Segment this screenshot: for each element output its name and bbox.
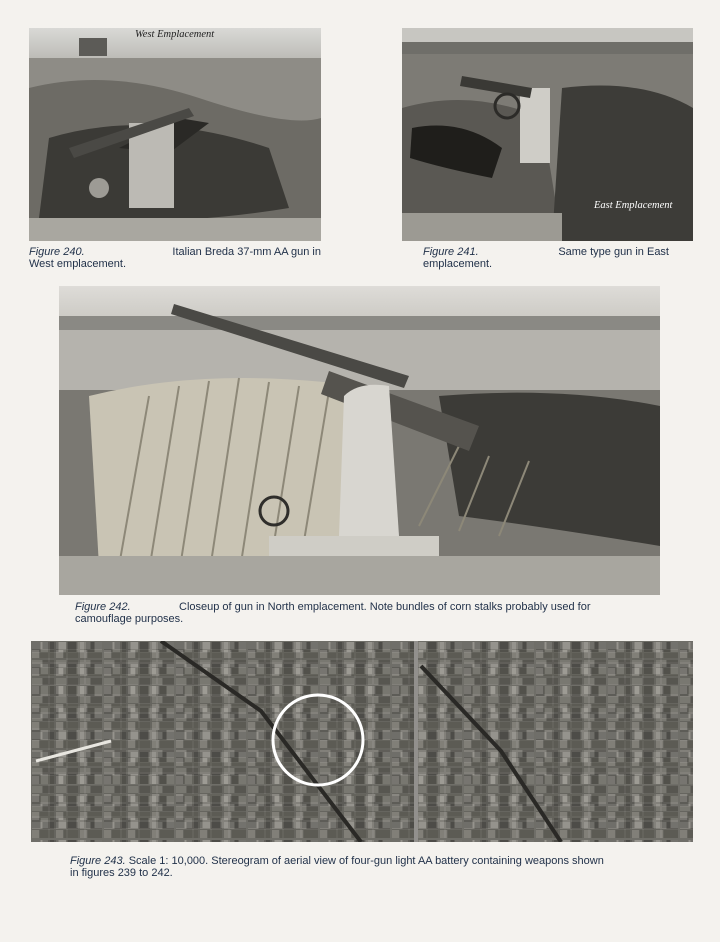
figure-241-caption [423,246,669,270]
figure-240-photo-label: West Emplacement [135,29,215,40]
figure-243-caption-line1: Scale 1: 10,000. Stereogram of aerial view of four-gun light AA battery containing weapons shown [128,855,604,867]
figure-240-number: Figure 240. [29,246,85,258]
figure-242-number: Figure 242. [75,601,131,613]
figure-240-caption-line1: Italian Breda 37-mm AA gun in [172,246,321,258]
figure-241-caption-line2: emplacement. [423,258,493,270]
figure-242-photo [59,286,660,595]
figure-243-caption-line2: in figures 239 to 242. [70,867,173,879]
figure-242-caption-line2: camouflage purposes. [75,613,184,625]
figure-243-stereogram [31,641,693,842]
figure-241-photo [402,28,693,241]
figure-241-caption-line1: Same type gun in East [558,246,669,258]
figure-240-caption [29,246,321,270]
figure-242-caption [75,601,650,625]
figure-240-photo [29,28,321,241]
figure-242-caption-line1: Closeup of gun in North emplacement. Note bundles of corn stalks probably used for [179,601,591,613]
figure-241-photo-label: East Emplacement [594,200,673,211]
figure-240-caption-line2: West emplacement. [29,258,127,270]
figure-243-number: Figure 243. [70,855,126,867]
figure-241-number: Figure 241. [423,246,479,258]
figure-243-caption [70,855,670,879]
